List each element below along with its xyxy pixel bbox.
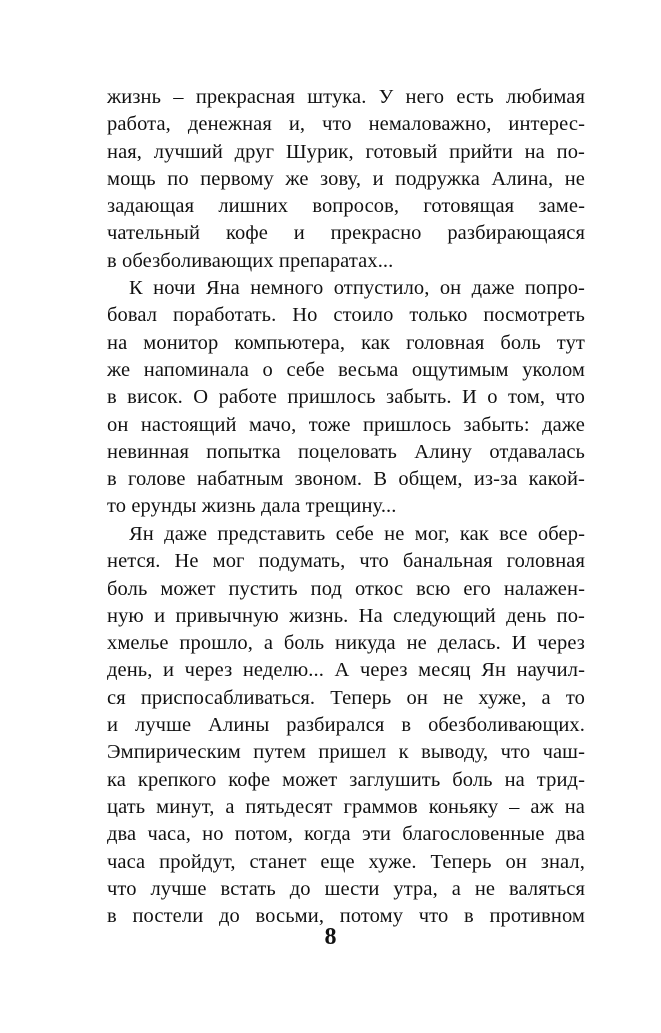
text-line: же напоминала о себе весьма ощутимым уколом <box>107 358 585 381</box>
text-line: он настоящий мачо, тоже пришлось забыть: даже <box>107 413 585 436</box>
text-line: день, и через неделю... А через месяц Ян научил- <box>107 659 585 682</box>
text-line: задающая лишних вопросов, готовящая заме- <box>107 195 585 218</box>
page-number: 8 <box>324 924 337 950</box>
text-line: в висок. О работе пришлось забыть. И о том, что <box>107 386 585 409</box>
text-line: в голове набатным звоном. В общем, из-за какой- <box>107 468 585 491</box>
text-line: нется. Не мог подумать, что банальная головная <box>107 550 585 573</box>
text-line: ся приспосабливаться. Теперь он не хуже, а то <box>107 686 585 709</box>
text-line: в обезболивающих препаратах... <box>107 249 394 272</box>
text-line: работа, денежная и, что немаловажно, интерес- <box>107 113 585 136</box>
text-line: Эмпирическим путем пришел к выводу, что чаш- <box>107 741 585 764</box>
text-line: бовал поработать. Но стоило только посмотреть <box>107 304 585 327</box>
text-line: боль может пустить под откос всю его налажен- <box>107 577 585 600</box>
text-line: жизнь – прекрасная штука. У него есть любимая <box>107 86 585 108</box>
text-line: Ян даже представить себе не мог, как все обер- <box>129 523 585 545</box>
text-line: то ерунды жизнь дала трещину... <box>107 495 397 518</box>
text-line: К ночи Яна немного отпустило, он даже попро- <box>129 277 585 300</box>
text-line: невинная попытка поцеловать Алину отдавалась <box>107 440 585 463</box>
text-line: мощь по первому же зову, и подружка Алина, не <box>107 167 585 190</box>
text-line: и лучше Алины разбирался в обезболивающих. <box>107 714 585 737</box>
text-line: цать минут, а пятьдесят граммов коньяку – аж на <box>107 795 585 818</box>
text-line: ка крепкого кофе может заглушить боль на трид- <box>107 768 585 791</box>
text-line: часа пройдут, станет еще хуже. Теперь он знал, <box>107 850 585 873</box>
text-line: хмелье прошло, а боль никуда не делась. И через <box>107 632 585 655</box>
text-line: ную и привычную жизнь. На следующий день по- <box>107 604 585 627</box>
text-line: что лучше встать до шести утра, а не валяться <box>107 877 585 900</box>
text-line: ная, лучший друг Шурик, готовый прийти на по- <box>107 140 585 163</box>
text-line: два часа, но потом, когда эти благословенные два <box>107 823 585 846</box>
text-line: чательный кофе и прекрасно разбирающаяся <box>107 222 585 245</box>
paragraph-block-top <box>107 84 585 521</box>
text-line: в постели до восьми, потому что в противном <box>107 905 585 928</box>
text-line: на монитор компьютера, как головная боль тут <box>107 331 585 354</box>
paragraph-block-bottom <box>107 521 585 930</box>
